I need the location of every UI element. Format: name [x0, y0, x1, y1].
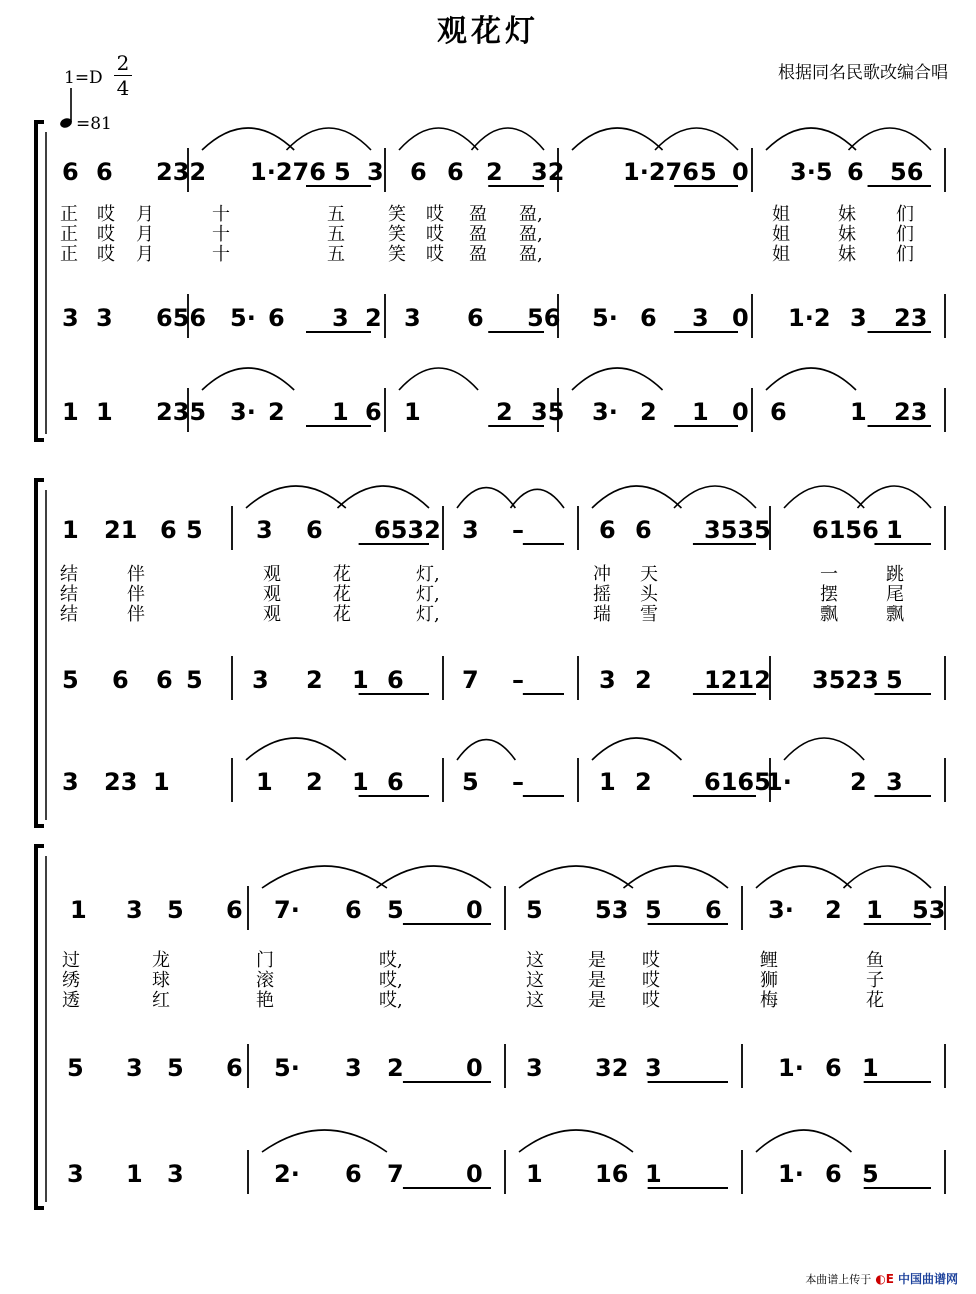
lyric-syllable: 是 — [588, 990, 606, 1011]
melody-note: 5 — [700, 158, 717, 186]
slur-mark — [511, 489, 565, 508]
bass-note: 3 — [67, 1160, 84, 1188]
lyric-syllable: 跳 — [886, 564, 904, 585]
bass-note: 35 — [531, 398, 565, 426]
lyric-syllable: 哎 — [97, 204, 115, 225]
alto-note: 3523 — [812, 666, 879, 694]
lyric-syllable: 哎 — [426, 204, 444, 225]
lyric-syllable: 这 — [526, 990, 544, 1011]
alto-note: 3 — [850, 304, 867, 332]
slur-mark — [457, 740, 515, 760]
melody-note: 5 — [387, 896, 404, 924]
melody-note: 3· — [768, 896, 794, 924]
footer-credit — [805, 1270, 958, 1287]
tempo-marking: =81 — [76, 114, 112, 134]
slur-mark — [377, 866, 492, 888]
bass-note: 16 — [595, 1160, 629, 1188]
lyric-syllable: 盈 — [469, 204, 487, 225]
bass-note: 1· — [766, 768, 792, 796]
slur-mark — [674, 486, 756, 508]
system-bracket — [36, 122, 44, 440]
slur-mark — [784, 738, 864, 760]
alto-note: 3 — [332, 304, 349, 332]
lyric-syllable: 哎 — [642, 990, 660, 1011]
lyric-syllable: 五 — [327, 244, 345, 265]
alto-note: 6 — [467, 304, 484, 332]
slur-mark — [202, 368, 294, 390]
alto-note: 656 — [156, 304, 207, 332]
alto-note: 3 — [252, 666, 269, 694]
alto-note: 3 — [599, 666, 616, 694]
bass-note: 1 — [404, 398, 421, 426]
slur-mark — [338, 486, 430, 508]
bass-note: 0 — [466, 1160, 483, 1188]
lyric-syllable: 红 — [152, 990, 170, 1011]
bass-note: 1 — [599, 768, 616, 796]
lyric-syllable: 哎 — [642, 970, 660, 991]
slur-mark — [519, 1130, 633, 1152]
lyric-syllable: 伴 — [127, 604, 145, 625]
bass-note: 1 — [153, 768, 170, 796]
melody-note: 1·276 — [623, 158, 699, 186]
lyric-syllable: 狮 — [760, 970, 778, 991]
lyric-syllable: 一 — [820, 564, 838, 585]
melody-note: 6 — [62, 158, 79, 186]
bass-note: 7 — [387, 1160, 404, 1188]
melody-note: 3 — [367, 158, 384, 186]
lyric-syllable: 盈, — [519, 244, 543, 265]
lyric-syllable: 飘 — [820, 604, 838, 625]
lyric-syllable: 花 — [866, 990, 884, 1011]
bass-note: 3 — [886, 768, 903, 796]
lyric-syllable: 透 — [62, 990, 80, 1011]
melody-note: 6 — [705, 896, 722, 924]
slur-mark — [655, 128, 738, 150]
melody-note: 0 — [732, 158, 749, 186]
alto-note: 6 — [825, 1054, 842, 1082]
lyric-syllable: 瑞 — [593, 604, 611, 625]
lyric-syllable: 滚 — [256, 970, 274, 991]
alto-note: 1· — [778, 1054, 804, 1082]
page-title: 观花灯 — [437, 14, 539, 49]
melody-note: 53 — [912, 896, 946, 924]
lyric-syllable: 笑 — [388, 244, 406, 265]
alto-note: 23 — [894, 304, 928, 332]
lyric-syllable: 门 — [256, 950, 274, 971]
lyric-syllable: 结 — [60, 584, 78, 605]
lyric-syllable: 鱼 — [866, 950, 884, 971]
bass-note: 23 — [894, 398, 928, 426]
melody-note: 2 — [825, 896, 842, 924]
slur-mark — [399, 128, 478, 150]
lyric-syllable: 们 — [896, 224, 914, 245]
lyric-syllable: 哎 — [426, 224, 444, 245]
bass-note: 2 — [268, 398, 285, 426]
melody-note: 0 — [466, 896, 483, 924]
alto-note: 5 — [186, 666, 203, 694]
alto-note: 3 — [126, 1054, 143, 1082]
melody-note: 1 — [62, 516, 79, 544]
slur-mark — [858, 486, 932, 508]
lyric-syllable: 姐 — [772, 244, 790, 265]
system-bracket — [36, 480, 44, 826]
bass-note: 1 — [526, 1160, 543, 1188]
slur-mark — [246, 486, 346, 508]
bass-note: 6165 — [704, 768, 771, 796]
lyric-syllable: 飘 — [886, 604, 904, 625]
melody-note: 6156 — [812, 516, 879, 544]
bass-note: 1 — [332, 398, 349, 426]
alto-note: 3 — [692, 304, 709, 332]
staff-lines — [36, 122, 945, 1208]
site-logo-icon: ◐E — [875, 1271, 894, 1286]
lyric-syllable: 十 — [212, 224, 230, 245]
lyric-syllable: 正 — [60, 204, 78, 225]
slur-mark — [572, 128, 663, 150]
slur-mark — [519, 866, 633, 888]
alto-note: 0 — [732, 304, 749, 332]
lyric-syllable: 是 — [588, 950, 606, 971]
melody-note: 232 — [156, 158, 207, 186]
lyric-syllable: 盈, — [519, 204, 543, 225]
melody-note: 5 — [334, 158, 351, 186]
bass-note: 2 — [850, 768, 867, 796]
bass-note: 2 — [306, 768, 323, 796]
alto-note: 6 — [640, 304, 657, 332]
lyric-syllable: 这 — [526, 950, 544, 971]
melody-note: 6532 — [374, 516, 441, 544]
bass-note: 6 — [365, 398, 382, 426]
slur-mark — [766, 128, 856, 150]
lyric-syllable: 盈 — [469, 224, 487, 245]
melody-note: 1·276 — [250, 158, 326, 186]
alto-note: 56 — [527, 304, 561, 332]
footer-prefix: 本曲谱上传于 — [805, 1272, 872, 1286]
alto-note: 5 — [62, 666, 79, 694]
time-signature-bottom: 4 — [116, 76, 130, 100]
lyric-syllable: 球 — [152, 970, 170, 991]
melody-note: 6 — [847, 158, 864, 186]
arrangement-note: 根据同名民歌改编合唱 — [778, 63, 948, 83]
slur-mark — [756, 1130, 851, 1152]
melody-note: 5 — [526, 896, 543, 924]
lyric-syllable: 笑 — [388, 204, 406, 225]
bass-note: 0 — [732, 398, 749, 426]
bass-note: 3· — [230, 398, 256, 426]
alto-note: 6 — [387, 666, 404, 694]
system-bracket — [36, 846, 44, 1208]
melody-note: 5 — [645, 896, 662, 924]
alto-note: 6 — [268, 304, 285, 332]
melody-note: 32 — [531, 158, 565, 186]
melody-note: 3535 — [704, 516, 771, 544]
melody-note: 21 — [104, 516, 138, 544]
melody-note: 6 — [447, 158, 464, 186]
bass-note: – — [512, 768, 524, 796]
alto-note: 3 — [404, 304, 421, 332]
slur-mark — [246, 738, 346, 760]
slur-mark — [624, 866, 729, 888]
slur-mark — [849, 128, 932, 150]
lyric-syllable: 妹 — [838, 204, 856, 225]
bass-note: 1 — [126, 1160, 143, 1188]
melody-note: 56 — [890, 158, 924, 186]
lyric-syllable: 花 — [333, 604, 351, 625]
slur-mark — [262, 1130, 387, 1152]
alto-note: 1212 — [704, 666, 771, 694]
bass-note: 3 — [167, 1160, 184, 1188]
lyric-syllable: 艳 — [256, 990, 274, 1011]
bass-note: 23 — [104, 768, 138, 796]
bass-note: 235 — [156, 398, 207, 426]
slur-mark — [572, 368, 663, 390]
alto-note: 3 — [526, 1054, 543, 1082]
melody-note: 6 — [345, 896, 362, 924]
alto-note: 3 — [645, 1054, 662, 1082]
lyric-syllable: 观 — [263, 604, 281, 625]
bass-note: 5 — [462, 768, 479, 796]
bass-note: 1 — [692, 398, 709, 426]
alto-note: 3 — [345, 1054, 362, 1082]
bass-note: 2 — [496, 398, 513, 426]
lyric-syllable: 盈 — [469, 244, 487, 265]
alto-note: 5· — [274, 1054, 300, 1082]
alto-note: 6 — [226, 1054, 243, 1082]
lyric-syllable: 结 — [60, 604, 78, 625]
lyric-syllable: 头 — [640, 584, 658, 605]
lyric-syllable: 结 — [60, 564, 78, 585]
bass-note: 1 — [645, 1160, 662, 1188]
melody-note: – — [512, 516, 524, 544]
lyric-syllable: 月 — [136, 204, 154, 225]
slur-mark — [262, 866, 387, 888]
bass-note: 2· — [274, 1160, 300, 1188]
slur-mark — [844, 866, 932, 888]
slur-mark — [766, 368, 856, 390]
melody-note: 7· — [274, 896, 300, 924]
melody-note: 6 — [599, 516, 616, 544]
lyric-syllable: 这 — [526, 970, 544, 991]
alto-note: 6 — [112, 666, 129, 694]
melody-note: 2 — [486, 158, 503, 186]
lyric-syllable: 绣 — [62, 970, 80, 991]
melody-note: 6 — [96, 158, 113, 186]
lyric-syllable: 月 — [136, 224, 154, 245]
bass-note: 6 — [387, 768, 404, 796]
lyric-syllable: 冲 — [593, 564, 611, 585]
slur-mark — [784, 486, 864, 508]
alto-note: 2 — [635, 666, 652, 694]
lyric-syllable: 五 — [327, 224, 345, 245]
lyric-syllable: 哎 — [97, 224, 115, 245]
alto-note: 5 — [67, 1054, 84, 1082]
lyric-syllable: 龙 — [152, 950, 170, 971]
alto-note: 5 — [167, 1054, 184, 1082]
lyric-syllable: 哎, — [379, 950, 403, 971]
lyric-syllable: 灯, — [416, 584, 440, 605]
slur-mark — [592, 738, 681, 760]
alto-note: 1·2 — [788, 304, 831, 332]
bass-note: 2 — [635, 768, 652, 796]
lyric-syllable: 观 — [263, 564, 281, 585]
slur-mark — [287, 128, 372, 150]
melody-note: 3 — [462, 516, 479, 544]
melody-note: 6 — [306, 516, 323, 544]
lyric-syllable: 姐 — [772, 204, 790, 225]
slur-mark — [457, 488, 515, 508]
bass-note: 1 — [850, 398, 867, 426]
lyric-syllable: 盈, — [519, 224, 543, 245]
bass-note: 6 — [825, 1160, 842, 1188]
alto-note: 3 — [96, 304, 113, 332]
alto-note: 5· — [230, 304, 256, 332]
bass-note: 3 — [62, 768, 79, 796]
key-signature: 1=D — [64, 68, 103, 88]
alto-note: – — [512, 666, 524, 694]
lyric-syllable: 哎 — [642, 950, 660, 971]
alto-note: 6 — [156, 666, 173, 694]
lyric-syllable: 观 — [263, 584, 281, 605]
lyric-syllable: 摇 — [593, 584, 611, 605]
lyric-syllable: 鲤 — [760, 950, 778, 971]
slur-mark — [472, 128, 545, 150]
bass-note: 6 — [770, 398, 787, 426]
lyric-syllable: 哎, — [379, 970, 403, 991]
lyric-syllable: 哎 — [426, 244, 444, 265]
alto-note: 1 — [352, 666, 369, 694]
melody-note: 1 — [866, 896, 883, 924]
lyric-syllable: 伴 — [127, 584, 145, 605]
slur-mark — [399, 368, 478, 390]
lyric-syllable: 摆 — [820, 584, 838, 605]
lyric-syllable: 灯, — [416, 564, 440, 585]
lyric-syllable: 妹 — [838, 244, 856, 265]
melody-note: 53 — [595, 896, 629, 924]
melody-note: 3 — [256, 516, 273, 544]
lyric-syllable: 笑 — [388, 224, 406, 245]
alto-note: 2 — [387, 1054, 404, 1082]
footer-site: 中国曲谱网 — [897, 1272, 958, 1286]
lyric-syllable: 花 — [333, 584, 351, 605]
slur-mark — [756, 866, 851, 888]
melody-note: 6 — [226, 896, 243, 924]
melody-note: 5 — [167, 896, 184, 924]
bass-note: 6 — [345, 1160, 362, 1188]
lyric-syllable: 月 — [136, 244, 154, 265]
bass-note: 1 — [256, 768, 273, 796]
bass-note: 1 — [96, 398, 113, 426]
lyric-syllable: 梅 — [760, 990, 778, 1011]
bass-note: 2 — [640, 398, 657, 426]
bass-note: 1 — [352, 768, 369, 796]
lyric-syllable: 十 — [212, 244, 230, 265]
lyric-syllable: 过 — [62, 950, 80, 971]
slur-mark — [202, 128, 294, 150]
lyric-syllable: 伴 — [127, 564, 145, 585]
alto-note: 1 — [862, 1054, 879, 1082]
lyric-syllable: 姐 — [772, 224, 790, 245]
lyric-syllable: 哎 — [97, 244, 115, 265]
bass-note: 3· — [592, 398, 618, 426]
alto-note: 7 — [462, 666, 479, 694]
lyric-syllable: 五 — [327, 204, 345, 225]
lyric-syllable: 哎, — [379, 990, 403, 1011]
lyric-syllable: 妹 — [838, 224, 856, 245]
melody-note: 1 — [70, 896, 87, 924]
melody-note: 3 — [126, 896, 143, 924]
slur-mark — [592, 486, 681, 508]
alto-note: 0 — [466, 1054, 483, 1082]
lyric-syllable: 天 — [640, 564, 658, 585]
melody-note: 6 — [410, 158, 427, 186]
lyric-syllable: 灯, — [416, 604, 440, 625]
lyric-syllable: 们 — [896, 244, 914, 265]
bass-note: 5 — [862, 1160, 879, 1188]
alto-note: 2 — [365, 304, 382, 332]
melody-note: 5 — [186, 516, 203, 544]
melody-note: 1 — [886, 516, 903, 544]
lyric-syllable: 尾 — [886, 584, 904, 605]
lyric-syllable: 正 — [60, 244, 78, 265]
melody-note: 6 — [635, 516, 652, 544]
alto-note: 2 — [306, 666, 323, 694]
lyric-syllable: 雪 — [640, 604, 658, 625]
lyric-syllable: 花 — [333, 564, 351, 585]
melody-note: 6 — [160, 516, 177, 544]
lyric-syllable: 子 — [866, 970, 884, 991]
alto-note: 5· — [592, 304, 618, 332]
time-signature-top: 2 — [116, 51, 130, 75]
bass-note: 1 — [62, 398, 79, 426]
lyric-syllable: 是 — [588, 970, 606, 991]
alto-note: 5 — [886, 666, 903, 694]
lyric-syllable: 正 — [60, 224, 78, 245]
alto-note: 3 — [62, 304, 79, 332]
lyric-syllable: 们 — [896, 204, 914, 225]
lyric-syllable: 十 — [212, 204, 230, 225]
alto-note: 32 — [595, 1054, 629, 1082]
melody-note: 3·5 — [790, 158, 833, 186]
bass-note: 1· — [778, 1160, 804, 1188]
